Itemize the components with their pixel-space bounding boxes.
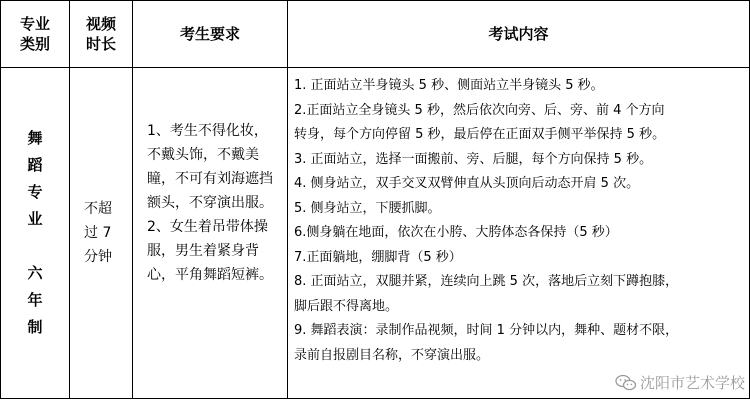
wechat-icon <box>615 374 637 392</box>
content-line: 脚后跟不得离地。 <box>294 298 399 314</box>
category-char: 蹈 <box>27 156 43 174</box>
requirement-line: 1、考生不得化妆， <box>147 123 268 139</box>
header-row <box>1 1 750 68</box>
duration-line: 过 7 <box>84 225 112 241</box>
content-line: 5. 侧身站立，下腰抓脚。 <box>294 200 441 216</box>
content-line: 7.正面躺地，绷脚背（5 秒） <box>294 249 462 265</box>
category-char: 制 <box>27 318 43 336</box>
requirement-line: 瞳，不可有刘海遮挡 <box>147 171 273 187</box>
content-line: 6.侧身躺在地面，依次在小胯、大胯体态各保持（5 秒） <box>294 225 618 240</box>
content-cell <box>288 68 750 399</box>
content-line: 9. 舞蹈表演：录制作品视频，时间 1 分钟以内，舞种、题材不限， <box>294 323 679 338</box>
requirement-line: 不戴头饰，不戴美 <box>147 147 259 163</box>
header-content: 考试内容 <box>288 1 750 68</box>
category-char: 业 <box>27 210 43 228</box>
header-category-line2: 类别 <box>19 35 50 53</box>
content-line: 8. 正面站立，双腿并紧，连续向上跳 5 次，落地后立刻下蹲抱膝， <box>294 274 679 289</box>
category-char: 年 <box>27 291 43 309</box>
category-char: 舞 <box>27 129 43 147</box>
content-line: 转身，每个方向停留 5 秒，最后停在正面双手侧平举保持 5 秒。 <box>294 127 666 142</box>
requirements-cell <box>133 68 288 399</box>
content-line: 3. 正面站立，选择一面搬前、旁、后腿，每个方向保持 5 秒。 <box>294 151 653 167</box>
content-line: 2.正面站立全身镜头 5 秒，然后依次向旁、后、旁、前 4 个方向 <box>294 102 665 118</box>
watermark <box>613 371 747 396</box>
watermark-text: 沈阳市艺术学校 <box>639 373 745 392</box>
category-char: 六 <box>27 264 43 282</box>
requirement-line: 服，男生着紧身背 <box>147 243 259 259</box>
content-line: 1. 正面站立半身镜头 5 秒、侧面站立半身镜头 5 秒。 <box>294 78 604 93</box>
header-duration <box>70 1 133 68</box>
requirement-line: 2、女生着吊带体操 <box>147 219 268 235</box>
header-duration-line2: 时长 <box>85 35 116 53</box>
header-category <box>1 1 70 68</box>
category-gap <box>1 233 69 260</box>
duration-cell <box>70 68 133 399</box>
duration-line: 分钟 <box>84 249 112 265</box>
header-category-line1: 专业 <box>19 15 50 33</box>
header-requirements: 考生要求 <box>133 1 288 68</box>
duration-line: 不超 <box>84 201 112 217</box>
header-duration-line1: 视频 <box>85 15 116 33</box>
content-line: 4. 侧身站立，双手交叉双臂伸直从头顶向后动态开肩 5 次。 <box>294 176 640 191</box>
requirement-line: 心，平角舞蹈短裤。 <box>147 267 273 283</box>
requirement-line: 额头，不穿演出服。 <box>147 195 273 211</box>
table-row <box>1 68 750 399</box>
category-char: 专 <box>27 183 43 201</box>
content-line: 录前自报剧目名称，不穿演出服。 <box>294 347 490 363</box>
category-cell <box>1 68 70 399</box>
